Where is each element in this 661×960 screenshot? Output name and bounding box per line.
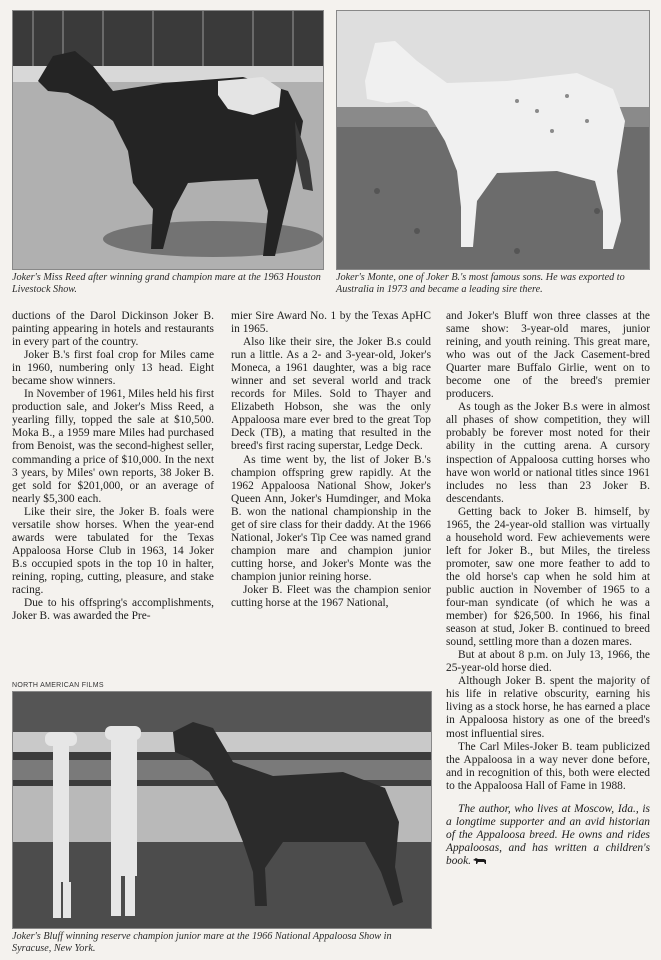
- col1-paragraph: Like their sire, the Joker B. foals were versatile show horses. When the year-end awards were tabulated for the Texas Appaloosa Horse Club in 1963, 14 Joker B.s occupied spots in the top 10 in halter, reining, roping, cutting, pleasure, and stake racing.: [12, 505, 214, 596]
- article-column-1: [12, 310, 214, 623]
- photo-credit: NORTH AMERICAN FILMS: [12, 682, 104, 689]
- col1-paragraph: ductions of the Darol Dickinson Joker B. painting appearing in hotels and restaurants in every part of the country.: [12, 310, 214, 349]
- col2-paragraph: mier Sire Award No. 1 by the Texas ApHC in 1965.: [231, 310, 431, 336]
- col1-paragraph: In November of 1961, Miles held his first production sale, and Joker's Miss Reed, a yearling filly, topped the sale at $10,500. Moka B., a 1959 mare Miles had purchased from Benoist, was the second-highest seller, commanding a price of $10,000. In the next 3 years, by Miles' own reports, 38 Joker B. get sold for $201,000, or an average of nearly $5,300 each.: [12, 388, 214, 505]
- horse-logo-icon: [473, 857, 487, 865]
- article-column-2: [231, 310, 431, 610]
- author-note: [446, 803, 650, 868]
- col3-paragraph: The Carl Miles-Joker B. team publicized the Appaloosa in a way never done before, and in recognition of this, both were elected to the Appaloosa Hall of Fame in 1988.: [446, 740, 650, 792]
- col3-paragraph: and Joker's Bluff won three classes at the same show: 3-year-old mares, junior reining, and youth reining. This great mare, who was out of the Jack Casement-bred Quarter mare Buffalo Girlie, went on to become one of the breed's premier producers.: [446, 310, 650, 401]
- col3-paragraph: Although Joker B. spent the majority of his life in relative obscurity, earning his living as a stock horse, he has earned a place in Appaloosa history as one of the breed's most influential sires.: [446, 675, 650, 740]
- col3-paragraph: But at about 8 p.m. on July 13, 1966, the 25-year-old horse died.: [446, 649, 650, 675]
- col2-paragraph: Joker B. Fleet was the champion senior cutting horse at the 1967 National,: [231, 583, 431, 610]
- article-column-3: [446, 310, 650, 868]
- photo-jokers-monte: [336, 10, 650, 270]
- caption-top-right: Joker's Monte, one of Joker B.'s most famous sons. He was exported to Australia in 1973 and became a leading sire there.: [336, 272, 625, 295]
- photo-jokers-miss-reed: [12, 10, 324, 270]
- photo-jokers-bluff: [12, 691, 432, 929]
- col1-paragraph: Due to his offspring's accomplishments, Joker B. was awarded the Pre-: [12, 597, 214, 623]
- caption-bottom: Joker's Bluff winning reserve champion junior mare at the 1966 National Appaloosa Show in Syracuse, New York.: [12, 931, 392, 954]
- col3-paragraph: Getting back to Joker B. himself, by 1965, the 24-year-old stallion was virtually a household word. Few achievements were left for Joker B., but Miles, the tireless promoter, saw one more feather to add to the old horse's cap when he sold him at public auction in November of 1965 to a four-man syndicate (of which he was a member) for $26,500. In 1966, his final season at stud, Joker B. continued to breed sound, settling more than a dozen mares.: [446, 505, 650, 649]
- col1-paragraph: Joker B.'s first foal crop for Miles came in 1960, numbering only 13 head. Eight became show winners.: [12, 349, 214, 388]
- col2-paragraph: Also like their sire, the Joker B.s could run a little. As a 2- and 3-year-old, Joker's Moneca, a 1961 daughter, was a big race winner and set several world and track records for Miles. Sold to Thayer and Elizabeth Hobson, she was the only Appaloosa mare ever bred to the great Top Deck (TB), a mating that resulted in the breed's first racing superstar, Ledge Deck.: [231, 336, 431, 453]
- caption-top-left: Joker's Miss Reed after winning grand champion mare at the 1963 Houston Livestock Show.: [12, 272, 321, 295]
- col2-paragraph: As time went by, the list of Joker B.'s champion offspring grew rapidly. At the 1962 Appaloosa National Show, Joker's Queen Ann, Joker's Humdinger, and Moka B. won the national championship in the get of sire class for their daddy. At the 1966 National, Joker's Tip Cee was named grand champion mare and champion junior cutting horse, and Joker's Monte was the champion junior reining horse.: [231, 453, 431, 583]
- col3-paragraph: As tough as the Joker B.s were in almost all phases of show competition, they will probably be forever most noted for their ability in the cutting arena. A cursory inspection of Appaloosa cutting horses who have won world or national titles since 1961 includes no less than 23 Joker B. descendants.: [446, 401, 650, 505]
- author-note-text: The author, who lives at Moscow, Ida., is a longtime supporter and an avid historian of the Appaloosa breed. He owns and rides Appaloosas, and has written a children's book.: [446, 802, 650, 867]
